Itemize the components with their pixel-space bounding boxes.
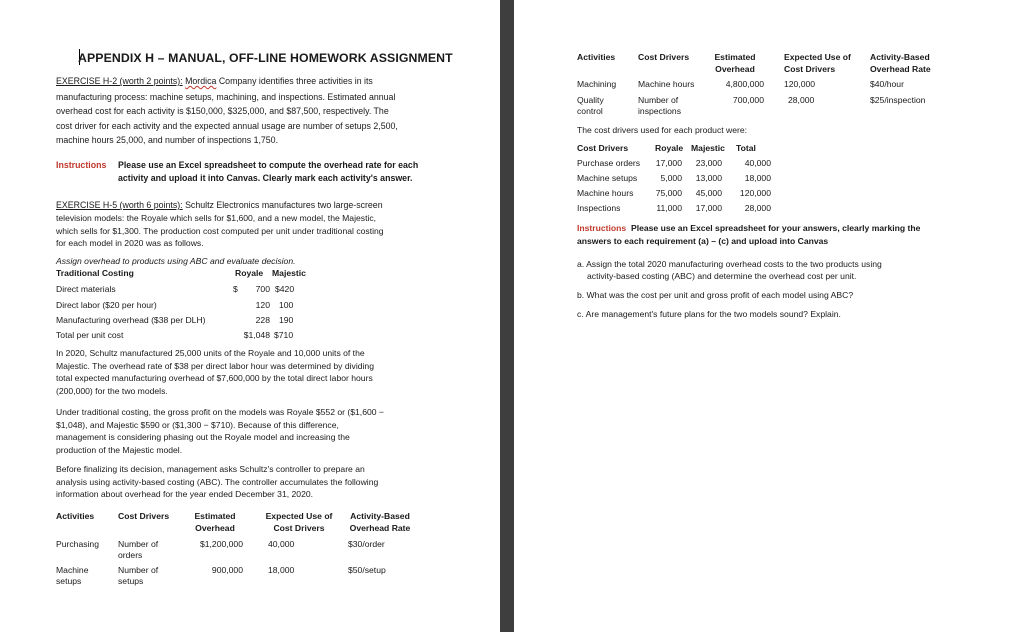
traditional-costing-header: Traditional Costing (56, 268, 134, 278)
drivers-row-majestic: 13,000 (695, 173, 722, 183)
act-row-driver: inspections (638, 106, 681, 116)
drivers-row-royale: 5,000 (660, 173, 682, 183)
drivers-row-label: Purchase orders (577, 158, 641, 168)
drivers-row-majestic: 23,000 (695, 158, 722, 168)
drivers-row-majestic: 45,000 (695, 188, 722, 198)
act-header-activity-based: Activity-Based (870, 52, 930, 62)
act-row-driver: Number of (118, 565, 159, 575)
assign-overhead-title: Assign overhead to products using ABC and evaluate decision. (56, 256, 296, 266)
trad-row-royale: 228 (255, 315, 270, 325)
drivers-row-total: 28,000 (744, 203, 771, 213)
instructions-h5-line2: answers to each requirement (a) – (c) and upload into Canvas (577, 236, 829, 246)
trad-row-royale: 700 (255, 284, 270, 294)
act-row-overhead: 4,800,000 (725, 79, 764, 89)
trad-row-label: Direct labor ($20 per hour) (56, 300, 157, 310)
left-page (0, 0, 500, 632)
trad-row-label: Total per unit cost (56, 330, 124, 340)
act-row-expected: 40,000 (268, 539, 295, 549)
act-header-activities: Activities (56, 511, 95, 521)
drivers-row-label: Machine hours (577, 188, 634, 198)
company-name: Mordica (185, 76, 217, 86)
drivers-row-total: 120,000 (739, 188, 771, 198)
instructions-label-h2: Instructions (56, 160, 107, 170)
act-row-overhead: 900,000 (211, 565, 243, 575)
page-divider (500, 0, 514, 632)
drivers-row-majestic: 17,000 (695, 203, 722, 213)
drivers-row-total: 18,000 (744, 173, 771, 183)
act-header-overhead: Overhead (195, 523, 235, 533)
act-header-expected-use: Expected Use of (784, 52, 851, 62)
act-row-activity: control (577, 106, 603, 116)
drivers-row-total: 40,000 (744, 158, 771, 168)
trad-row-dollar: $ (233, 284, 238, 294)
act-row-activity: Purchasing (56, 539, 99, 549)
act-header-activity-based: Activity-Based (350, 511, 410, 521)
act-header-overhead-rate: Overhead Rate (349, 523, 411, 533)
trad-row-majestic: $420 (275, 284, 295, 294)
act-header-activities: Activities (577, 52, 616, 62)
instructions-h5-line1: Instructions Please use an Excel spreadsheet for your answers, clearly marking the (577, 223, 921, 233)
instructions-label-h5: Instructions (577, 223, 627, 233)
drivers-header-cost-drivers: Cost Drivers (577, 143, 629, 153)
drivers-header-royale: Royale (655, 143, 684, 153)
trad-row-majestic: $710 (274, 330, 294, 340)
paragraph-production: In 2020, Schultz manufactured 25,000 units of the Royale and 10,000 units of the Majestic. The overhead rate of $38 per direct labor hour was determined by dividing total expected manufacturing overhead of $7,600,000 by the total direct labor hours (200,000) for the two models. (56, 348, 374, 396)
question-a: a. Assign the total 2020 manufacturing overhead costs to the two products using (577, 259, 882, 269)
act-row-driver: setups (118, 576, 144, 586)
act-row-activity: Machining (577, 79, 617, 89)
drivers-header-majestic: Majestic (691, 143, 725, 153)
traditional-col-royale: Royale (235, 268, 264, 278)
act-row-rate: $25/inspection (870, 95, 926, 105)
exercise-h2-line1: EXERCISE H-2 (worth 2 points): Mordica Company identifies three activities in its (56, 76, 373, 86)
exercise-h2-body: manufacturing process: machine setups, machining, and inspections. Estimated annual overhead cost for each activity is $150,000, $325,000, and $87,500, respectively. The cost driver for each activity and the expected annual usage are number of setups 2,500, machine hours 25,000, and number of inspections 1,750. (56, 92, 398, 145)
traditional-col-majestic: Majestic (272, 268, 306, 278)
question-a-continued: activity-based costing (ABC) and determine the overhead cost per unit. (587, 271, 857, 281)
trad-row-label: Direct materials (56, 284, 116, 294)
act-header-cost-drivers-2: Cost Drivers (273, 523, 325, 533)
instructions-h2-line2: activity and upload it into Canvas. Clearly mark each activity's answer. (118, 173, 413, 183)
act-header-estimated: Estimated (714, 52, 756, 62)
drivers-row-label: Inspections (577, 203, 621, 213)
exercise-h2-label: EXERCISE H-2 (worth 2 points): (56, 76, 183, 86)
trad-row-majestic: 190 (279, 315, 294, 325)
act-row-activity: setups (56, 576, 82, 586)
drivers-row-label: Machine setups (577, 173, 638, 183)
drivers-row-royale: 17,000 (655, 158, 682, 168)
cost-drivers-intro: The cost drivers used for each product were: (577, 125, 748, 135)
act-row-driver: Machine hours (638, 79, 695, 89)
act-row-driver: orders (118, 550, 143, 560)
right-page (514, 0, 1024, 632)
trad-row-royale: $1,048 (243, 330, 270, 340)
act-row-activity: Machine (56, 565, 89, 575)
instructions-h2-line1: Please use an Excel spreadsheet to compute the overhead rate for each (118, 160, 419, 170)
trad-row-majestic: 100 (279, 300, 294, 310)
question-b: b. What was the cost per unit and gross profit of each model using ABC? (577, 290, 854, 300)
drivers-row-royale: 11,000 (656, 203, 682, 213)
act-header-expected-use: Expected Use of (265, 511, 333, 521)
act-row-activity: Quality (577, 95, 604, 105)
act-row-driver: Number of (638, 95, 679, 105)
appendix-title: APPENDIX H – MANUAL, OFF-LINE HOMEWORK ASSIGNMENT (78, 51, 453, 65)
drivers-row-royale: 75,000 (655, 188, 682, 198)
act-row-rate: $50/setup (348, 565, 386, 575)
act-header-cost-drivers: Cost Drivers (638, 52, 690, 62)
act-row-expected: 120,000 (784, 79, 816, 89)
exercise-h5-line1: EXERCISE H-5 (worth 6 points): Schultz Electronics manufactures two large-screen (56, 200, 383, 210)
drivers-header-total: Total (736, 143, 756, 153)
exercise-h5-body: television models: the Royale which sells for $1,600, and a new model, the Majestic, which sells for $1,300. The production cost computed per unit under traditional costing for each model in 2020 was as follows. (56, 213, 384, 249)
trad-row-royale: 120 (255, 300, 270, 310)
act-row-expected: 18,000 (268, 565, 295, 575)
question-c: c. Are management's future plans for the two models sound? Explain. (577, 309, 841, 319)
act-header-overhead-rate: Overhead Rate (870, 64, 931, 74)
act-row-overhead: $1,200,000 (199, 539, 243, 549)
trad-row-label: Manufacturing overhead ($38 per DLH) (56, 315, 206, 325)
exercise-h5-label: EXERCISE H-5 (worth 6 points): (56, 200, 183, 210)
act-header-overhead: Overhead (715, 64, 755, 74)
act-header-estimated: Estimated (194, 511, 236, 521)
paragraph-abc-analysis: Before finalizing its decision, management asks Schultz's controller to prepare an analysis using activity-based costing (ABC). The controller accumulates the following information about overhead for the year ended December 31, 2020. (56, 464, 379, 500)
act-row-overhead: 700,000 (732, 95, 764, 105)
act-row-expected: 28,000 (788, 95, 815, 105)
act-header-cost-drivers-2: Cost Drivers (784, 64, 836, 74)
act-row-driver: Number of (118, 539, 159, 549)
act-header-cost-drivers: Cost Drivers (118, 511, 170, 521)
act-row-rate: $30/order (348, 539, 385, 549)
paragraph-gross-profit: Under traditional costing, the gross profit on the models was Royale $552 or ($1,600 − $1,048), and Majestic $590 or ($1,300 − $710). Because of this difference, management is considering phasing out the Royale model and increasing the production of the Majestic model. (56, 407, 384, 455)
act-row-rate: $40/hour (870, 79, 904, 89)
